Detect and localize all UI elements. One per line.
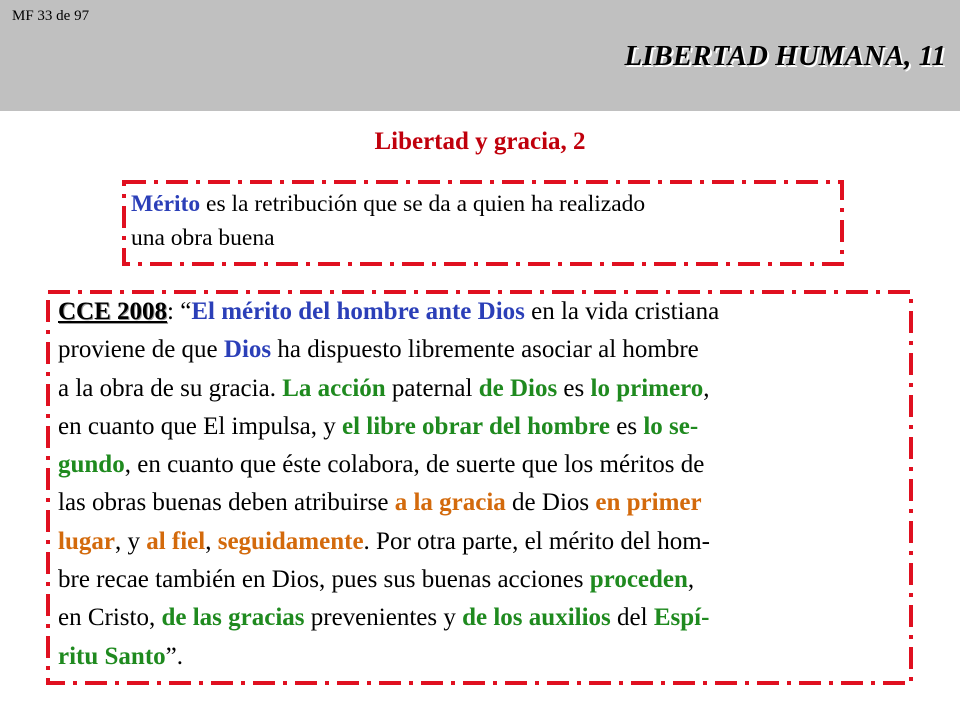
- text-line: [58, 331, 913, 369]
- highlighted-text: lo se-: [643, 412, 699, 440]
- text-segment: una obra buena: [131, 225, 275, 251]
- text-segment: a la obra de su gracia.: [58, 374, 283, 402]
- definition-box: [122, 180, 844, 266]
- text-segment: en la vida cristiana: [524, 298, 720, 325]
- text-segment: ,: [205, 527, 218, 555]
- highlighted-text: Espí-: [653, 604, 710, 632]
- text-segment: , y: [114, 527, 147, 555]
- highlighted-text: al fiel: [146, 527, 206, 555]
- text-segment: es: [557, 374, 591, 402]
- text-segment: es: [610, 412, 644, 440]
- text-line: [58, 408, 913, 446]
- highlighted-text: Dios: [223, 336, 272, 364]
- highlighted-text: de Dios: [478, 374, 558, 402]
- text-segment: prevenientes y: [304, 604, 463, 632]
- text-line: [58, 370, 913, 408]
- text-segment: en cuanto que El impulsa, y: [58, 412, 342, 440]
- text-line: [131, 221, 837, 255]
- text-line: [58, 599, 913, 637]
- highlighted-text: Mérito: [131, 191, 201, 217]
- text-segment: de Dios: [505, 489, 596, 517]
- highlighted-text: ritu Santo: [58, 642, 166, 670]
- text-segment: ,: [703, 374, 710, 402]
- section-subtitle: Libertad y gracia, 2: [374, 128, 586, 155]
- highlighted-text: lugar: [58, 527, 115, 555]
- text-segment: , en cuanto que éste colabora, de suerte que los méritos de: [124, 451, 705, 479]
- highlighted-text: el libre obrar del hombre: [341, 412, 611, 440]
- highlighted-text: de los auxilios: [462, 604, 611, 632]
- text-segment: ,: [687, 566, 695, 594]
- text-line: [58, 638, 913, 676]
- text-segment: bre recae también en Dios, pues sus buenas acciones: [58, 566, 590, 594]
- highlighted-text: CCE 2008: [58, 298, 168, 325]
- text-segment: : “: [167, 298, 192, 325]
- text-line: [58, 523, 913, 561]
- text-segment: proviene de que: [58, 336, 224, 364]
- highlighted-text: lo primero: [590, 374, 704, 402]
- text-line: [58, 484, 913, 522]
- text-line: [58, 446, 913, 484]
- text-segment: del: [610, 604, 654, 632]
- quote-text: [58, 293, 913, 676]
- quote-box: [46, 290, 913, 685]
- text-segment: ha dispuesto libremente asociar al hombre: [271, 336, 699, 364]
- highlighted-text: seguidamente: [217, 527, 364, 555]
- text-segment: . Por otra parte, el mérito del hom-: [363, 527, 710, 555]
- text-segment: paternal: [385, 374, 479, 402]
- text-line: [131, 187, 837, 221]
- text-line: [58, 561, 913, 599]
- definition-text: [131, 187, 837, 255]
- header-bar: [0, 0, 960, 111]
- text-segment: ”.: [165, 642, 184, 670]
- highlighted-text: en primer: [595, 489, 702, 517]
- highlighted-text: gundo: [58, 451, 125, 479]
- text-segment: las obras buenas deben atribuirse: [58, 489, 395, 517]
- highlighted-text: La acción: [282, 374, 386, 402]
- text-segment: en Cristo,: [58, 604, 162, 632]
- slide-title: LIBERTAD HUMANA, 11: [624, 40, 946, 72]
- text-segment: es la retribución que se da a quien ha realizado: [200, 191, 646, 217]
- highlighted-text: proceden: [589, 566, 688, 594]
- slide-counter: MF 33 de 97: [12, 8, 90, 24]
- highlighted-text: de las gracias: [161, 604, 305, 632]
- highlighted-text: El mérito del hombre ante Dios: [191, 298, 525, 325]
- text-line: [58, 293, 913, 331]
- highlighted-text: a la gracia: [394, 489, 506, 517]
